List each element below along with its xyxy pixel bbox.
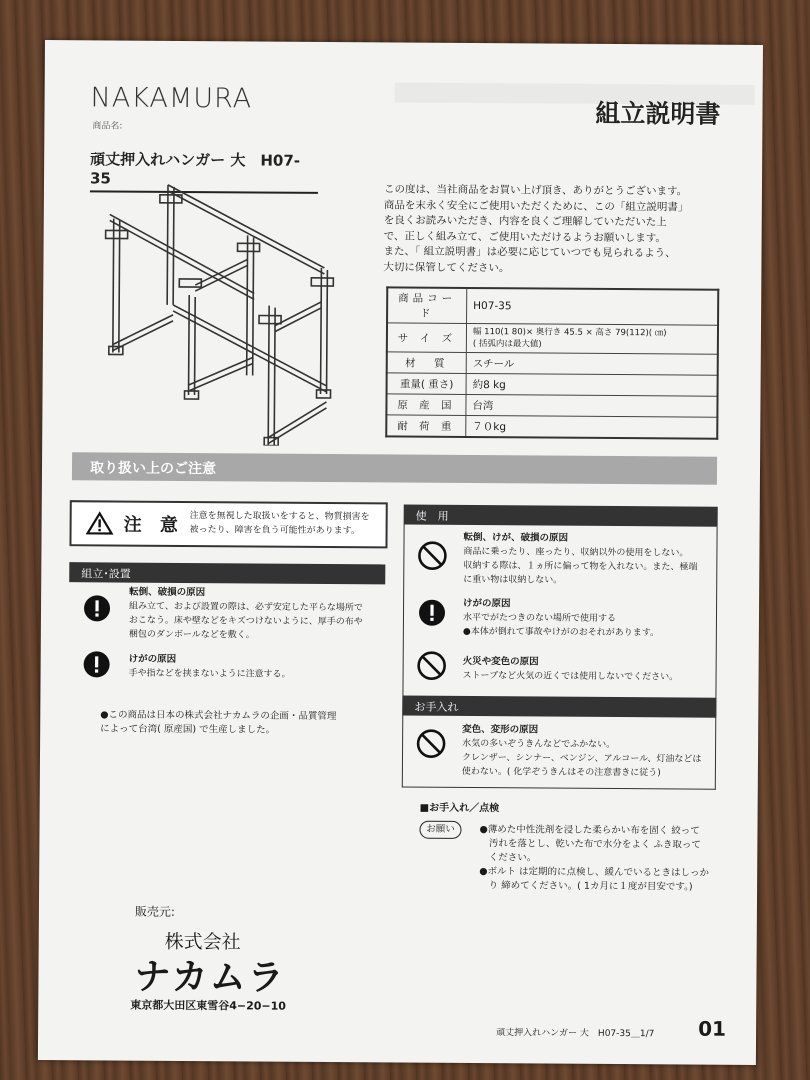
request-badge: お願い (419, 821, 461, 839)
item-heading: 転倒、けが、破損の原因 (463, 531, 569, 544)
assembly-title: 組立･設置 (81, 567, 131, 581)
maintenance-line: り 締めてください。( 1カ月に１度が目安です。) (479, 880, 693, 893)
intro-line: で、正しく組み立て、ご使用いただけるようお願いします。 (383, 229, 666, 244)
intro-line: 大切に保管してください。 (383, 260, 510, 274)
product-name: 頑丈押入れハンガー 大 H07-35 (90, 148, 318, 194)
size-value: 幅 110(1 80)× 奥行き 45.5 × 高さ 79(112)( ㎝) (472, 326, 667, 339)
caution-line: 注意を無視した取扱いをすると、物質損害を (189, 511, 370, 523)
assembly-bar (69, 562, 385, 584)
table-row (387, 323, 718, 354)
section-bar (72, 452, 717, 485)
spec-value: 約8 kg (466, 373, 718, 396)
table-row (387, 352, 718, 375)
assembly-item (129, 653, 389, 683)
maintenance-text (479, 823, 729, 895)
item-line: 使わない。( 化学ぞうきんはその注意書きに従う) (461, 766, 661, 779)
care-title: お手入れ (414, 700, 459, 714)
caution-text (190, 509, 370, 538)
usage-bar (404, 505, 718, 527)
spec-key: 商品コード (387, 287, 467, 323)
intro-line: この度は、当社商品をお買い上げ頂き、ありがとうございます。 (383, 183, 688, 198)
size-note: ( 括弧内は最大値) (472, 338, 542, 350)
care-item (462, 723, 720, 781)
spec-table (385, 286, 719, 439)
note-line: によって台湾( 原産国) で生産しました。 (100, 723, 276, 736)
item-line: 水平でがたつきのない場所で使用する (462, 612, 617, 625)
mandatory-icon (83, 594, 111, 622)
item-heading: けがの原因 (128, 653, 177, 665)
intro-line: 商品を末永く安全にご使用いただくために、この「組立説明書」 (383, 198, 689, 213)
spec-key: 原 産 国 (386, 394, 466, 416)
warning-triangle-icon (86, 511, 114, 535)
spec-key: 耐 荷 重 (386, 415, 466, 437)
usage-title: 使 用 (415, 509, 449, 523)
usage-item (463, 597, 718, 641)
maintenance-line: ●ボルト は定期的に点検し、緩んでいるときはしっか (479, 866, 710, 879)
product-illustration (98, 174, 360, 446)
care-bar (402, 696, 716, 718)
intro-text (383, 182, 724, 277)
prohibited-icon (417, 651, 447, 681)
caution-line: 被ったり、障害を負う可能性があります。 (189, 525, 360, 537)
item-line: 手や指などを挟まないように注意する。 (128, 668, 291, 680)
prohibited-icon (417, 541, 447, 571)
spec-key: 重量( 重さ) (387, 373, 467, 395)
table-row (386, 394, 717, 417)
document-title: 組立説明書 (595, 98, 721, 129)
maintenance-line: 汚れを落とし、乾いた布で水分をよく ふき取って (479, 838, 701, 851)
spec-value: スチール (466, 352, 718, 375)
item-line: 収納する際は、１ヵ所に偏って物を入れない。また、極端 (463, 560, 698, 573)
instruction-sheet (38, 40, 763, 1065)
maintenance-line: ●薄めた中性洗剤を浸した柔らかい布を固く 絞って (479, 824, 700, 837)
spec-key: 材 質 (387, 352, 467, 374)
item-line: 組み立て、および設置の際は、必ず安定した平らな場所で (129, 601, 363, 614)
page-number: 01 (698, 1016, 727, 1041)
spec-key: サ イ ズ (387, 323, 467, 353)
spec-value: 台湾 (466, 394, 718, 417)
item-line: クレンザー、シンナー、ベンジン、アルコール、灯油などは (461, 752, 702, 765)
table-row (386, 415, 717, 439)
caution-box (69, 500, 387, 548)
item-heading: 変色、変形の原因 (462, 723, 539, 736)
caution-word: 注 意 (123, 514, 184, 536)
section-title: 取り扱い上のご注意 (89, 460, 217, 478)
intro-line: また、「 組立説明書」は必要に応じていつでも見られるよう、 (383, 245, 676, 260)
intro-line: を良くお読みいただき、内容を良くご理解していただいた上 (383, 214, 667, 229)
item-line: ●本体が倒れて事故やけがのおそれがあります。 (462, 626, 660, 639)
usage-item (463, 531, 718, 589)
brand-logo: NAKAMURA (90, 82, 253, 115)
seller-company: 株式会社 (164, 930, 241, 954)
mandatory-icon (83, 650, 111, 678)
origin-note (100, 708, 336, 738)
item-heading: 火災や変色の原因 (462, 655, 539, 668)
item-line: に重い物は収納しない。 (463, 574, 563, 586)
item-line: ストーブなど火気の近くでは使用しないでください。 (462, 670, 679, 683)
seller-address: 東京都大田区東雪谷4−20−10 (130, 998, 287, 1013)
seller-brand: ナカムラ (134, 956, 286, 999)
spec-value-size (466, 323, 718, 354)
spec-value: H07-35 (467, 288, 719, 325)
usage-item (463, 655, 718, 685)
product-label: 商品名: (92, 121, 123, 132)
item-line: 商品に乗ったり、座ったり、収納以外の使用をしない。 (463, 546, 689, 559)
item-line: おこなう。床や壁などをキズつけないように、厚手の布や (128, 615, 363, 628)
mandatory-icon (418, 599, 446, 627)
prohibited-icon (416, 729, 446, 759)
footer-text: 頑丈押入れハンガー 大 H07-35＿1/7 (496, 1028, 655, 1040)
spec-value: ７０kg (466, 415, 718, 438)
item-heading: 転倒、破損の原因 (129, 586, 206, 599)
maintenance-heading: ■お手入れ／点検 (419, 802, 500, 815)
assembly-item (129, 586, 389, 644)
seller-label: 販売元: (134, 904, 176, 919)
item-line: 水気の多いぞうきんなどでふかない。 (462, 738, 616, 750)
item-line: 梱包のダンボールなどを敷く。 (128, 629, 255, 641)
table-row (387, 373, 718, 396)
table-row (387, 287, 718, 325)
maintenance-line: ください。 (479, 852, 537, 864)
note-line: ●この商品は日本の株式会社ナカムラの企画・品質管理 (100, 709, 337, 723)
item-heading: けがの原因 (463, 597, 511, 610)
